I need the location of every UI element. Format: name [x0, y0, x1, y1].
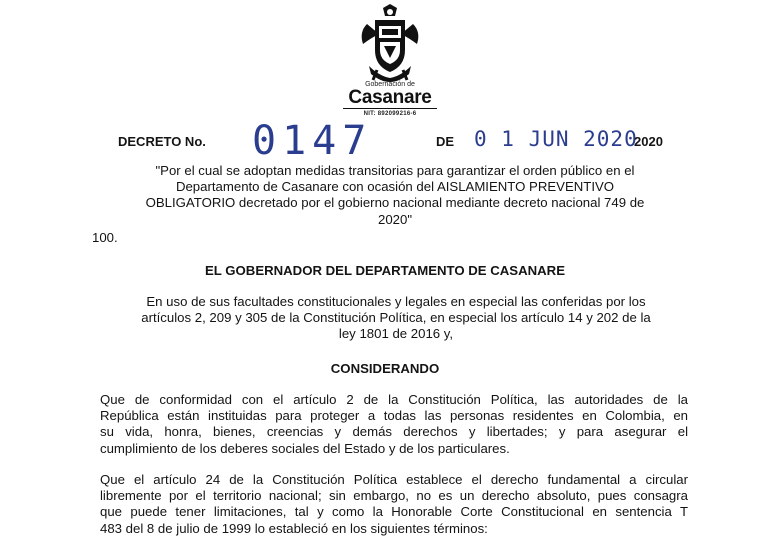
gov-small-label: Gobernación de: [365, 81, 415, 88]
authority-title: EL GOBERNADOR DEL DEPARTAMENTO DE CASANARE: [205, 263, 565, 278]
authority-text: [96, 294, 696, 343]
decree-year: 2020: [634, 134, 663, 149]
paragraph-line: Que el artículo 24 de la Constitución Política establece el derecho fundamental a circular: [100, 472, 688, 487]
authority-line: ley 1801 de 2016 y,: [338, 326, 454, 342]
decree-date-stamp: 0 1 JUN 2020: [474, 127, 638, 151]
considerando-paragraph-1: [100, 392, 688, 457]
gov-nit: NIT: 892099216-6: [363, 111, 417, 117]
subject-line: "Por el cual se adoptan medidas transitorias para garantizar el orden público en el: [155, 163, 635, 178]
subject-line: OBLIGATORIO decretado por el gobierno nacional mediante decreto nacional 749 de: [145, 195, 645, 211]
subject-line: 2020": [377, 211, 413, 227]
considerando-title: CONSIDERANDO: [330, 361, 440, 376]
paragraph-line: Que de conformidad con el artículo 2 de la Constitución Política, las autoridades de la: [100, 392, 688, 407]
authority-line: En uso de sus facultades constitucionales y legales en especial las conferidas por los: [146, 294, 646, 309]
decree-subject: [90, 163, 700, 228]
authority-line: artículos 2, 209 y 305 de la Constitución Política, en especial los artículo 14 y 202 de la: [141, 310, 651, 326]
paragraph-line: cumplimiento de los deberes sociales del Estado y de los particulares.: [100, 440, 510, 456]
de-label: DE: [436, 134, 455, 149]
subject-line: Departamento de Casanare con ocasión del AISLAMIENTO PREVENTIVO: [175, 179, 615, 195]
decree-number-stamp: 0147: [252, 118, 373, 164]
decree-label: DECRETO No.: [118, 134, 206, 149]
paragraph-line: su vida, honra, bienes, creencias y demás derechos y libertades; y para asegurar el: [100, 424, 688, 440]
subject-tail: 100.: [92, 230, 118, 245]
paragraph-line: que puede tener limitaciones, tal y como la Honorable Corte Constitucional en sentencia T: [100, 504, 688, 520]
paragraph-line: República están instituidas para proteger a todas las personas residentes en Colombia, en: [100, 408, 688, 424]
paragraph-line: libremente por el territorio nacional; sin embargo, no es un derecho absoluto, pues consagra: [100, 488, 688, 504]
considerando-paragraph-2: [100, 472, 688, 537]
gov-name: Casanare: [343, 88, 437, 109]
paragraph-line: 483 del 8 de julio de 1999 lo estableció en los siguientes términos:: [100, 520, 488, 536]
